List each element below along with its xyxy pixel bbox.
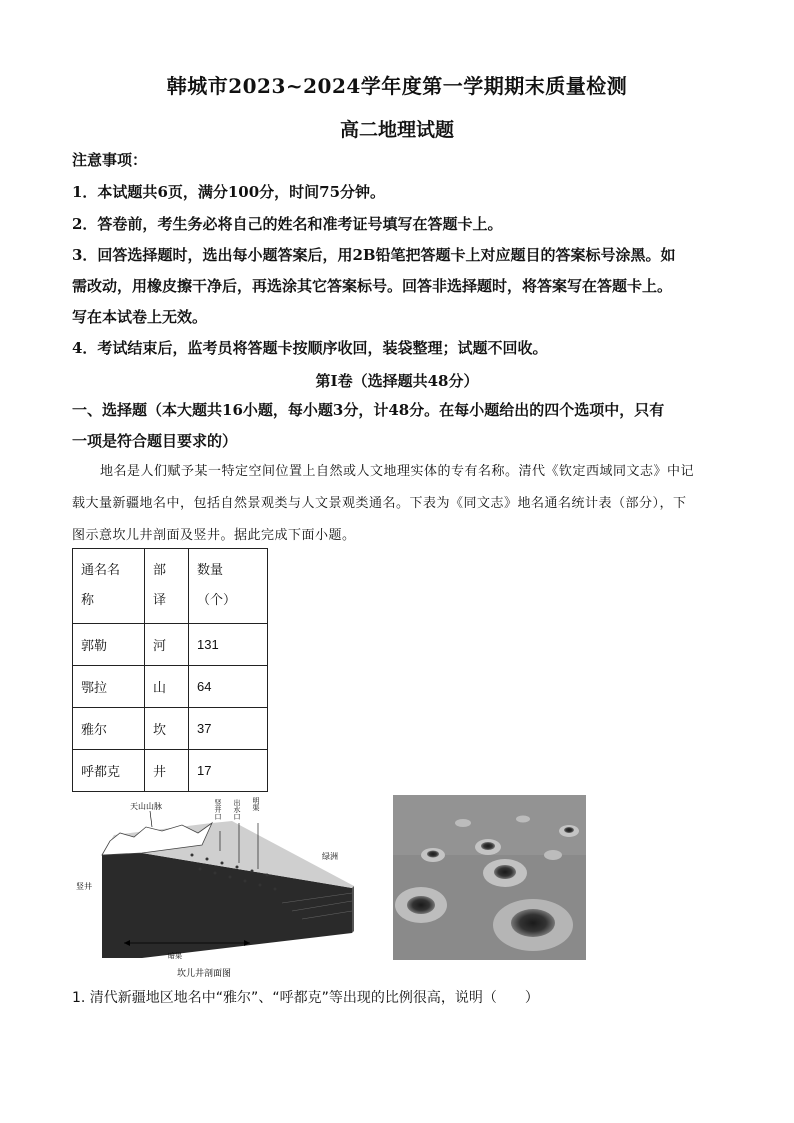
header-text: 译 xyxy=(153,593,167,608)
translation-cell: 山 xyxy=(145,666,189,708)
name-cell: 鄂拉 xyxy=(73,666,145,708)
count-cell: 17 xyxy=(189,750,268,792)
passage-line: 地名是人们赋予某一特定空间位置上自然或人文地理实体的专有名称。清代《钦定西域同文志》中记 xyxy=(100,464,695,479)
translation-cell: 坎 xyxy=(145,708,189,750)
label-shaft: 竖井 xyxy=(76,882,92,891)
translation-cell: 井 xyxy=(145,750,189,792)
table-header-row xyxy=(73,549,268,624)
translation-cell: 河 xyxy=(145,624,189,666)
table-row xyxy=(73,750,268,792)
label-underground: 暗渠 xyxy=(168,952,182,960)
question-1: 1. 清代新疆地区地名中“雅尔”、“呼都克”等出现的比例很高，说明（ ） xyxy=(72,990,539,1006)
label-oasis: 绿洲 xyxy=(322,852,338,861)
shaft-photo xyxy=(393,795,586,960)
notice-heading: 注意事项： xyxy=(72,151,148,169)
notice-item: 写在本试卷上无效。 xyxy=(72,308,208,326)
exam-title: 韩城市2023~2024学年度第一学期期末质量检测 xyxy=(166,74,628,98)
passage-line: 图示意坎儿井剖面及竖井。据此完成下面小题。 xyxy=(72,528,356,543)
header-text: 称 xyxy=(81,593,95,608)
count-cell: 37 xyxy=(189,708,268,750)
passage-line: 载大量新疆地名中，包括自然景观类与人文景观类通名。下表为《同文志》地名通名统计表（部分），下 xyxy=(72,496,687,511)
table-row xyxy=(73,666,268,708)
label-mountain: 天山山脉 xyxy=(130,802,162,811)
notice-item: 4．考试结束后，监考员将答题卡按顺序收回，装袋整理；试题不回收。 xyxy=(72,339,548,357)
terrain-side xyxy=(352,886,354,933)
karez-profile-diagram xyxy=(72,793,362,983)
label-shaft-opening: 竖井口 xyxy=(214,799,222,820)
notice-item: 2．答卷前，考生务必将自己的姓名和准考证号填写在答题卡上。 xyxy=(72,215,503,233)
passage xyxy=(72,456,722,552)
table-row xyxy=(73,708,268,750)
name-cell: 郭勒 xyxy=(73,624,145,666)
name-cell: 雅尔 xyxy=(73,708,145,750)
header-text: （个） xyxy=(197,593,237,608)
place-name-table xyxy=(72,548,268,792)
header-text: 通名名 xyxy=(81,563,121,578)
section-instruction: 一、选择题（本大题共16小题，每小题3分，计48分。在每小题给出的四个选项中，只有 xyxy=(72,401,665,419)
header-text: 数量 xyxy=(197,563,224,578)
count-cell: 131 xyxy=(189,624,268,666)
count-cell: 64 xyxy=(189,666,268,708)
header-text: 部 xyxy=(153,563,167,578)
table-row xyxy=(73,624,268,666)
exam-subtitle: 高二地理试题 xyxy=(339,119,454,141)
name-cell: 呼都克 xyxy=(73,750,145,792)
section-title: 第Ⅰ卷（选择题共48分） xyxy=(315,372,479,390)
notice-item: 需改动，用橡皮擦干净后，再选涂其它答案标号。回答非选择题时，将答案写在答题卡上。 xyxy=(72,277,673,295)
header-cell xyxy=(145,549,189,624)
label-outlet: 出水口 xyxy=(233,799,241,820)
notice-item: 3．回答选择题时，选出每小题答案后，用2B铅笔把答题卡上对应题目的答案标号涂黑。如 xyxy=(72,246,676,264)
notice-item: 1．本试题共6页，满分100分，时间75分钟。 xyxy=(72,183,386,201)
header-cell xyxy=(189,549,268,624)
section-instruction: 一项是符合题目要求的） xyxy=(72,432,238,450)
header-cell xyxy=(73,549,145,624)
figure-caption: 坎儿井剖面图 xyxy=(177,969,232,979)
label-open-channel: 明渠 xyxy=(252,797,260,811)
